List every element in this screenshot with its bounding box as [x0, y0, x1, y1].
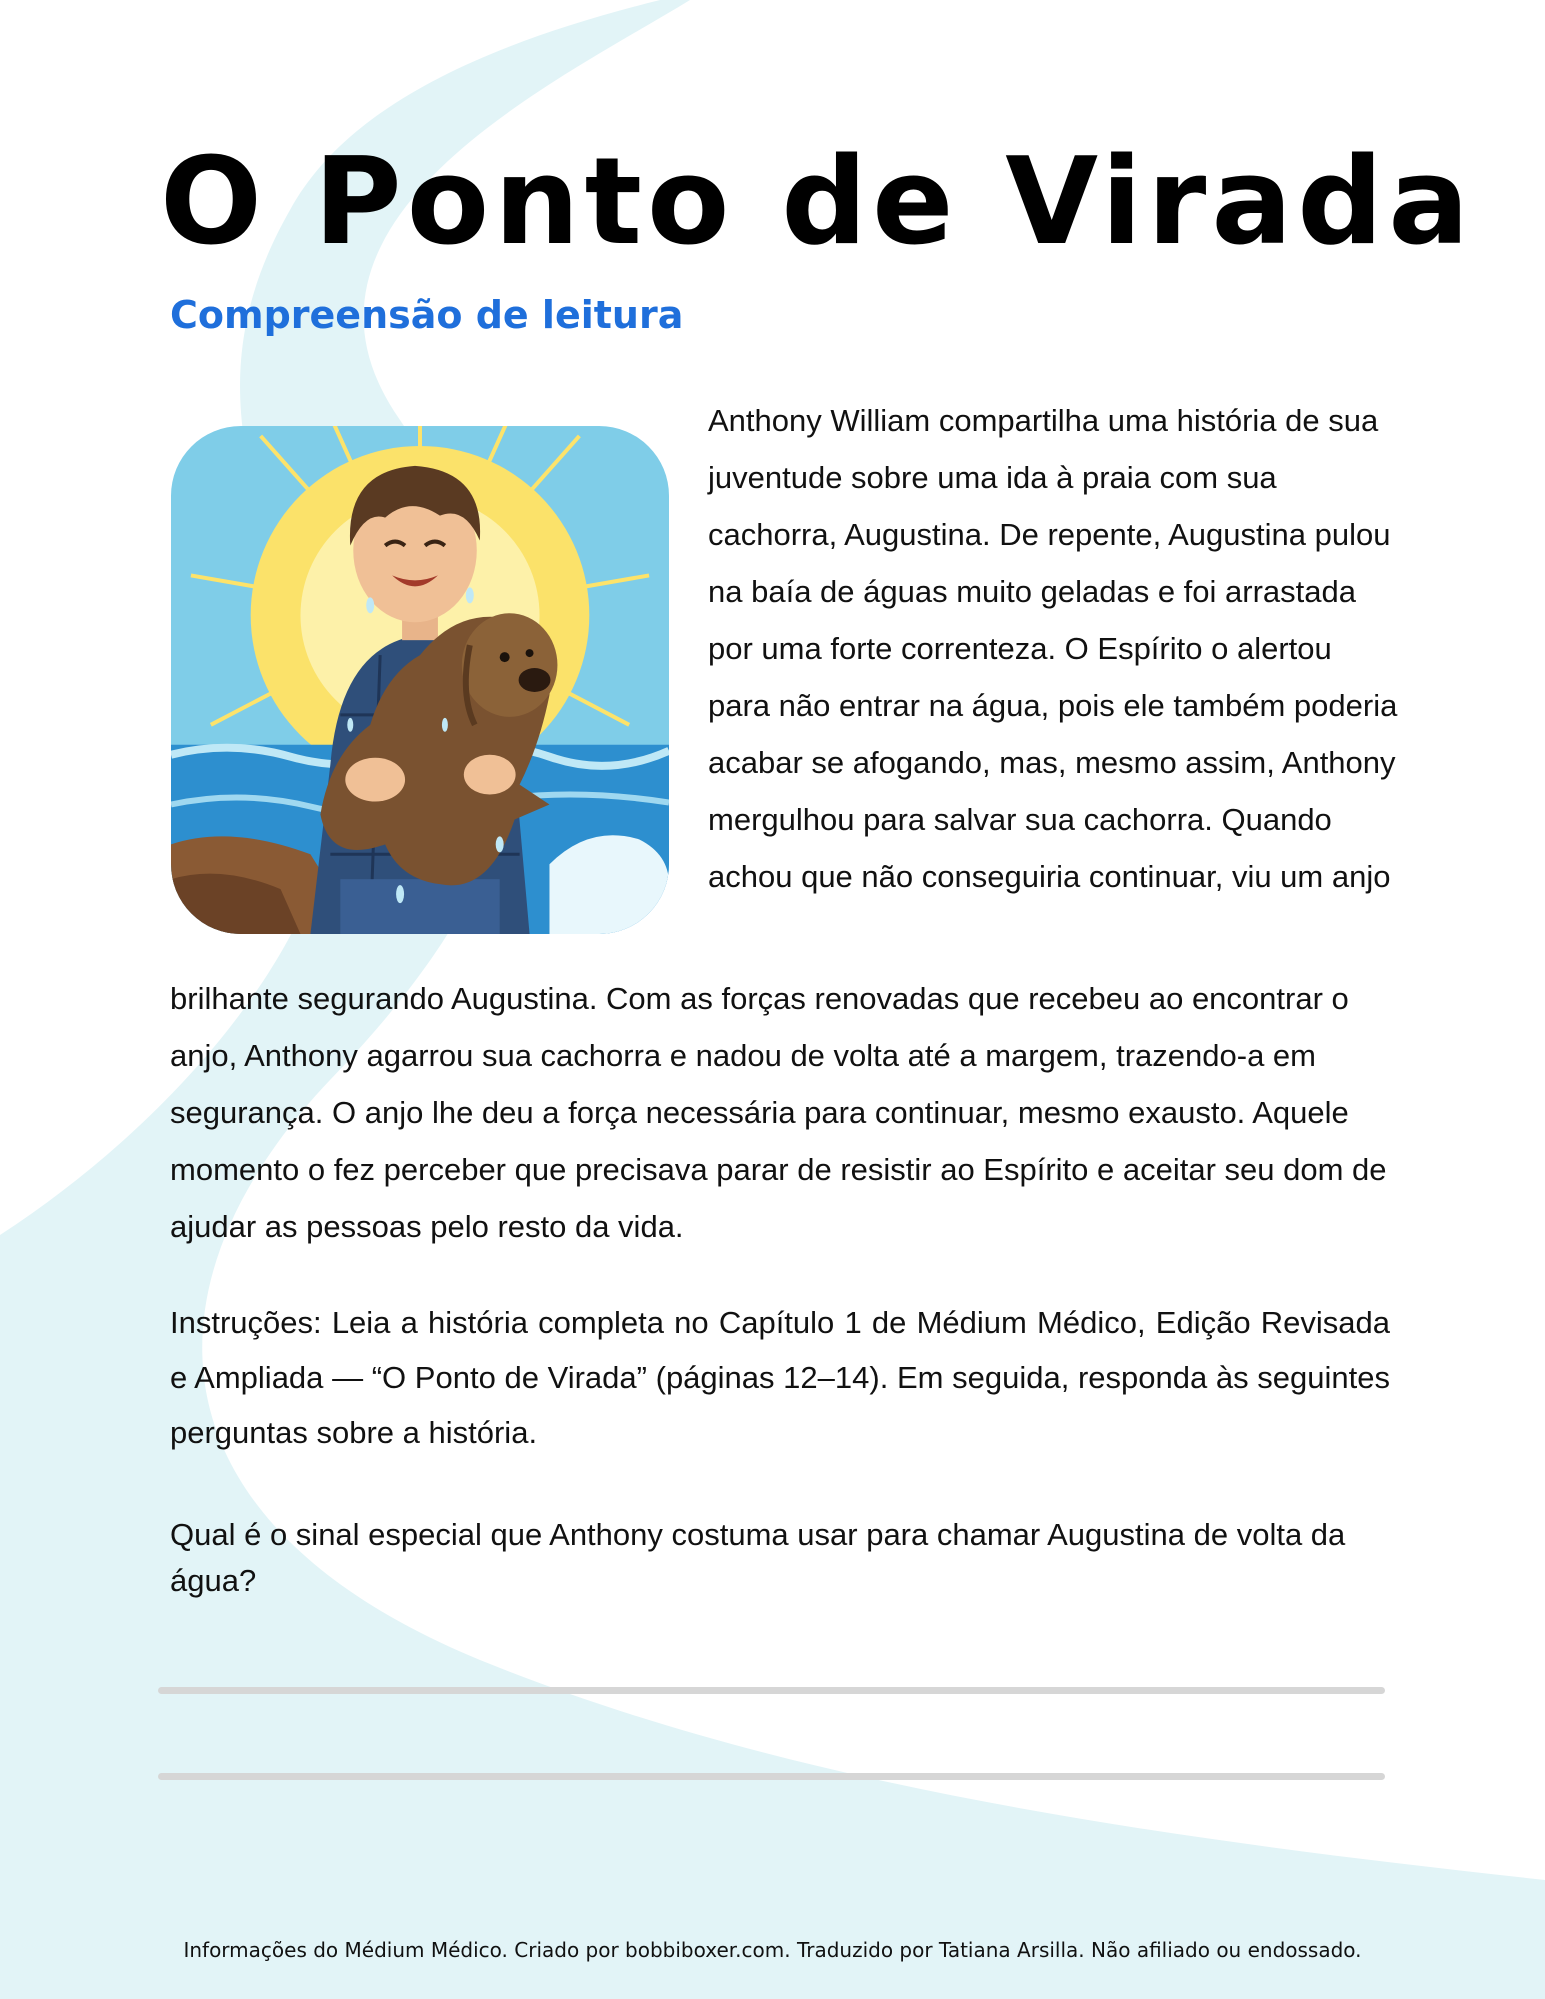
- page-subtitle: Compreensão de leitura: [170, 293, 684, 337]
- boy-holding-wet-dog-illustration: [171, 426, 669, 934]
- answer-line-2[interactable]: [158, 1773, 1385, 1780]
- question-1: Qual é o sinal especial que Anthony costuma usar para chamar Augustina de volta da água?: [170, 1517, 1346, 1598]
- story-paragraph-part-2: brilhante segurando Augustina. Com as forças renovadas que recebeu ao encontrar o anjo, Anthony agarrou sua cachorra e nadou de volta até a margem, trazendo-a em segurança. O anjo lhe deu a força necessária para continuar, mesmo exausto. Aquele momento o fez perceber que precisava parar de resistir ao Espírito e aceitar seu dom de ajudar as pessoas pelo resto da vida.: [170, 981, 1387, 1244]
- answer-line-1[interactable]: [158, 1687, 1385, 1694]
- story-paragraph-part-1: Anthony William compartilha uma história de sua juventude sobre uma ida à praia com sua cachorra, Augustina. De repente, Augustina pulou na baía de águas muito geladas e foi arrastada por uma forte correnteza. O Espírito o alertou para não entrar na água, pois ele também poderia acabar se afogando, mas, mesmo assim, Anthony mergulhou para salvar sua cachorra. Quando achou que não conseguiria continuar, viu um anjo: [708, 403, 1398, 894]
- instructions-paragraph: Instruções: Leia a história completa no Capítulo 1 de Médium Médico, Edição Revisada e Ampliada — “O Ponto de Virada” (páginas 12–14). Em seguida, responda às seguintes perguntas sobre a história.: [170, 1305, 1390, 1450]
- page-title: O Ponto de Virada: [160, 133, 1475, 272]
- footer-credits: Informações do Médium Médico. Criado por bobbiboxer.com. Traduzido por Tatiana Arsilla. Não afiliado ou endossado.: [183, 1938, 1362, 1962]
